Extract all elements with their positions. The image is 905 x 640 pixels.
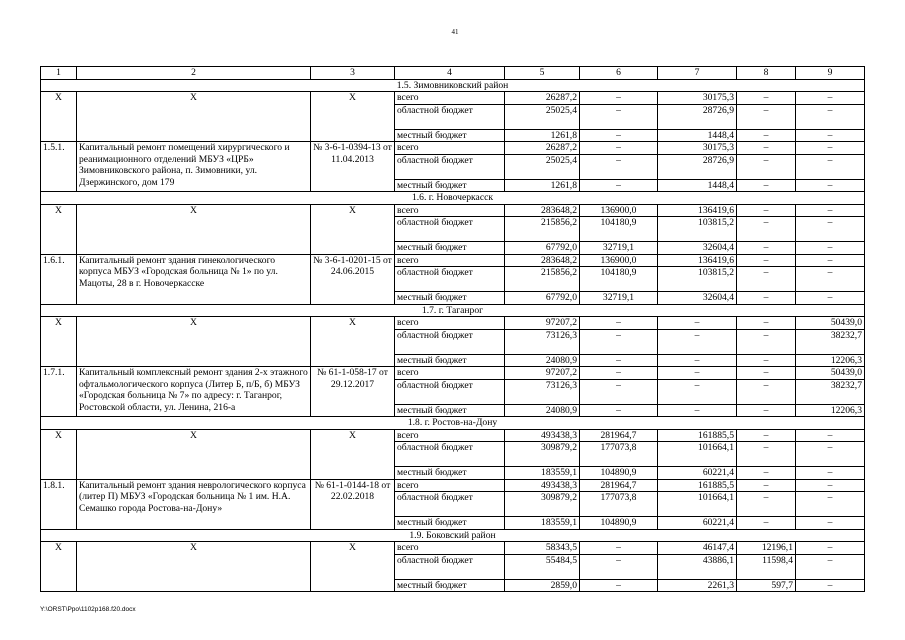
item-number: Х — [41, 317, 77, 367]
amount-cell-9: – — [796, 267, 865, 292]
column-number-header: 6 — [580, 67, 658, 80]
amount-cell-8: – — [737, 154, 796, 179]
item-name: Капитальный ремонт здания неврологического корпуса (литер П) МБУЗ «Городская больница № 1 им. Н.А. Семашко города Ростова-на-Дону» — [77, 479, 311, 529]
amount-cell-7: 43886,1 — [658, 554, 737, 579]
amount-cell-8: – — [737, 354, 796, 367]
amount-cell-8: – — [737, 242, 796, 255]
amount-cell-8: – — [737, 292, 796, 305]
amount-cell-9: – — [796, 217, 865, 242]
funding-source-label: всего — [395, 367, 505, 380]
amount-cell-7: 30175,3 — [658, 142, 737, 155]
amount-cell-8: – — [737, 379, 796, 404]
table-row — [41, 92, 865, 105]
amount-cell-6: – — [580, 367, 658, 380]
column-number-header: 4 — [395, 67, 505, 80]
amount-cell-9: – — [796, 517, 865, 530]
amount-cell-5: 1261,8 — [505, 129, 580, 142]
amount-cell-9: – — [796, 492, 865, 517]
amount-cell-5: 25025,4 — [505, 154, 580, 179]
amount-cell-6: 136900,0 — [580, 254, 658, 267]
amount-cell-6: – — [580, 142, 658, 155]
funding-source-label: местный бюджет — [395, 292, 505, 305]
amount-cell-8: – — [737, 129, 796, 142]
column-number-header: 8 — [737, 67, 796, 80]
amount-cell-8: – — [737, 179, 796, 192]
section-title: 1.8. г. Ростов-на-Дону — [41, 417, 865, 430]
funding-source-label: областной бюджет — [395, 492, 505, 517]
amount-cell-9: – — [796, 242, 865, 255]
column-number-header: 9 — [796, 67, 865, 80]
amount-cell-6: 104180,9 — [580, 267, 658, 292]
amount-cell-5: 26287,2 — [505, 142, 580, 155]
amount-cell-8: – — [737, 142, 796, 155]
table-row — [41, 367, 865, 380]
amount-cell-9: – — [796, 154, 865, 179]
amount-cell-5: 2859,0 — [505, 579, 580, 592]
amount-cell-8: – — [737, 329, 796, 354]
column-number-header: 2 — [77, 67, 311, 80]
funding-source-label: всего — [395, 254, 505, 267]
column-number-header: 5 — [505, 67, 580, 80]
amount-cell-5: 183559,1 — [505, 517, 580, 530]
amount-cell-7: – — [658, 317, 737, 330]
section-title-row — [41, 79, 865, 92]
amount-cell-8: – — [737, 517, 796, 530]
item-number: Х — [41, 204, 77, 254]
amount-cell-6: 281964,7 — [580, 479, 658, 492]
item-name: Х — [77, 542, 311, 592]
amount-cell-7: – — [658, 379, 737, 404]
amount-cell-5: 24080,9 — [505, 404, 580, 417]
funding-source-label: всего — [395, 479, 505, 492]
amount-cell-9: – — [796, 292, 865, 305]
amount-cell-9: – — [796, 479, 865, 492]
expertise-document: Х — [311, 542, 395, 592]
amount-cell-7: 101664,1 — [658, 492, 737, 517]
amount-cell-9: – — [796, 554, 865, 579]
amount-cell-9: 50439,0 — [796, 367, 865, 380]
funding-source-label: всего — [395, 542, 505, 555]
amount-cell-5: 24080,9 — [505, 354, 580, 367]
item-number: 1.8.1. — [41, 479, 77, 529]
amount-cell-5: 73126,3 — [505, 379, 580, 404]
item-name: Капитальный ремонт здания гинекологического корпуса МБУЗ «Городская больница № 1» по ул. Мацоты, 28 в г. Новочеркасске — [77, 254, 311, 304]
item-number: Х — [41, 542, 77, 592]
amount-cell-7: 30175,3 — [658, 92, 737, 105]
section-title: 1.9. Боковский район — [41, 529, 865, 542]
column-number-header: 7 — [658, 67, 737, 80]
amount-cell-7: 46147,4 — [658, 542, 737, 555]
expertise-document: Х — [311, 429, 395, 479]
funding-source-label: областной бюджет — [395, 442, 505, 467]
section-title-row — [41, 304, 865, 317]
amount-cell-7: 161885,5 — [658, 479, 737, 492]
amount-cell-8: – — [737, 467, 796, 480]
amount-cell-9: – — [796, 129, 865, 142]
amount-cell-7: – — [658, 404, 737, 417]
amount-cell-5: 283648,2 — [505, 254, 580, 267]
amount-cell-7: – — [658, 354, 737, 367]
amount-cell-7: 103815,2 — [658, 217, 737, 242]
amount-cell-8: – — [737, 317, 796, 330]
amount-cell-6: – — [580, 129, 658, 142]
funding-source-label: местный бюджет — [395, 467, 505, 480]
amount-cell-5: 309879,2 — [505, 442, 580, 467]
amount-cell-6: 136900,0 — [580, 204, 658, 217]
funding-source-label: местный бюджет — [395, 129, 505, 142]
expertise-document: Х — [311, 317, 395, 367]
funding-source-label: областной бюджет — [395, 554, 505, 579]
funding-source-label: местный бюджет — [395, 354, 505, 367]
amount-cell-7: 1448,4 — [658, 129, 737, 142]
amount-cell-7: 103815,2 — [658, 267, 737, 292]
amount-cell-5: 25025,4 — [505, 104, 580, 129]
item-name: Х — [77, 429, 311, 479]
amount-cell-6: – — [580, 554, 658, 579]
section-title-row — [41, 417, 865, 430]
column-number-header: 3 — [311, 67, 395, 80]
funding-source-label: местный бюджет — [395, 579, 505, 592]
table-row — [41, 317, 865, 330]
amount-cell-9: – — [796, 254, 865, 267]
amount-cell-6: 32719,1 — [580, 242, 658, 255]
amount-cell-5: 1261,8 — [505, 179, 580, 192]
item-name: Х — [77, 92, 311, 142]
amount-cell-9: 12206,3 — [796, 354, 865, 367]
amount-cell-8: – — [737, 429, 796, 442]
expertise-document: Х — [311, 92, 395, 142]
amount-cell-9: – — [796, 429, 865, 442]
funding-source-label: местный бюджет — [395, 242, 505, 255]
amount-cell-6: 177073,8 — [580, 492, 658, 517]
funding-source-label: всего — [395, 429, 505, 442]
section-title: 1.7. г. Таганрог — [41, 304, 865, 317]
amount-cell-5: 58343,5 — [505, 542, 580, 555]
amount-cell-5: 97207,2 — [505, 317, 580, 330]
amount-cell-5: 97207,2 — [505, 367, 580, 380]
amount-cell-8: 12196,1 — [737, 542, 796, 555]
section-title-row — [41, 529, 865, 542]
amount-cell-6: – — [580, 329, 658, 354]
amount-cell-9: – — [796, 579, 865, 592]
amount-cell-5: 67792,0 — [505, 292, 580, 305]
expertise-document: № 61-1-058-17 от 29.12.2017 — [311, 367, 395, 417]
expertise-document: № 61-1-0144-18 от 22.02.2018 — [311, 479, 395, 529]
amount-cell-7: 161885,5 — [658, 429, 737, 442]
item-number: Х — [41, 429, 77, 479]
page-number: 41 — [451, 28, 459, 36]
funding-source-label: всего — [395, 92, 505, 105]
amount-cell-9: 38232,7 — [796, 329, 865, 354]
amount-cell-5: 55484,5 — [505, 554, 580, 579]
amount-cell-7: 32604,4 — [658, 292, 737, 305]
amount-cell-5: 493438,3 — [505, 429, 580, 442]
amount-cell-6: 104890,9 — [580, 517, 658, 530]
amount-cell-5: 26287,2 — [505, 92, 580, 105]
amount-cell-6: 104180,9 — [580, 217, 658, 242]
amount-cell-9: 38232,7 — [796, 379, 865, 404]
amount-cell-6: – — [580, 379, 658, 404]
amount-cell-7: 60221,4 — [658, 517, 737, 530]
amount-cell-6: 177073,8 — [580, 442, 658, 467]
table-row — [41, 142, 865, 155]
funding-source-label: областной бюджет — [395, 267, 505, 292]
amount-cell-5: 309879,2 — [505, 492, 580, 517]
amount-cell-6: – — [580, 104, 658, 129]
expertise-document: № 3-6-1-0394-13 от 11.04.2013 — [311, 142, 395, 192]
table-row — [41, 542, 865, 555]
item-number: 1.5.1. — [41, 142, 77, 192]
funding-source-label: областной бюджет — [395, 104, 505, 129]
amount-cell-6: – — [580, 92, 658, 105]
amount-cell-7: 2261,3 — [658, 579, 737, 592]
amount-cell-8: – — [737, 404, 796, 417]
funding-source-label: областной бюджет — [395, 329, 505, 354]
amount-cell-9: – — [796, 467, 865, 480]
amount-cell-5: 183559,1 — [505, 467, 580, 480]
item-number: Х — [41, 92, 77, 142]
amount-cell-9: – — [796, 542, 865, 555]
expertise-document: Х — [311, 204, 395, 254]
amount-cell-9: 50439,0 — [796, 317, 865, 330]
amount-cell-7: – — [658, 329, 737, 354]
amount-cell-8: 597,7 — [737, 579, 796, 592]
amount-cell-5: 215856,2 — [505, 267, 580, 292]
funding-source-label: местный бюджет — [395, 517, 505, 530]
amount-cell-5: 73126,3 — [505, 329, 580, 354]
amount-cell-7: 60221,4 — [658, 467, 737, 480]
amount-cell-8: – — [737, 92, 796, 105]
funding-source-label: областной бюджет — [395, 154, 505, 179]
amount-cell-6: – — [580, 317, 658, 330]
funding-source-label: всего — [395, 142, 505, 155]
amount-cell-6: 104890,9 — [580, 467, 658, 480]
table-row — [41, 204, 865, 217]
amount-cell-9: – — [796, 204, 865, 217]
amount-cell-5: 493438,3 — [505, 479, 580, 492]
amount-cell-9: – — [796, 442, 865, 467]
column-number-header: 1 — [41, 67, 77, 80]
amount-cell-8: – — [737, 104, 796, 129]
amount-cell-5: 215856,2 — [505, 217, 580, 242]
amount-cell-7: 101664,1 — [658, 442, 737, 467]
amount-cell-8: – — [737, 442, 796, 467]
funding-source-label: местный бюджет — [395, 179, 505, 192]
table-row — [41, 479, 865, 492]
amount-cell-7: – — [658, 367, 737, 380]
amount-cell-6: – — [580, 354, 658, 367]
amount-cell-9: – — [796, 142, 865, 155]
section-title-row — [41, 192, 865, 205]
funding-source-label: всего — [395, 317, 505, 330]
section-title: 1.5. Зимовниковский район — [41, 79, 865, 92]
amount-cell-8: – — [737, 267, 796, 292]
section-title: 1.6. г. Новочеркасск — [41, 192, 865, 205]
amount-cell-6: – — [580, 579, 658, 592]
expertise-document: № 3-6-1-0201-15 от 24.06.2015 — [311, 254, 395, 304]
budget-table — [40, 66, 865, 592]
header-row — [41, 67, 865, 80]
item-number: 1.6.1. — [41, 254, 77, 304]
amount-cell-8: 11598,4 — [737, 554, 796, 579]
amount-cell-7: 28726,9 — [658, 104, 737, 129]
funding-source-label: областной бюджет — [395, 379, 505, 404]
amount-cell-8: – — [737, 217, 796, 242]
amount-cell-6: – — [580, 154, 658, 179]
item-name: Капитальный комплексный ремонт здания 2-х этажного офтальмологического корпуса (Литер Б, п/Б, б) МБУЗ «Городская больница № 7» по адресу: г. Таганрог, Ростовской области, ул. Ленина, 216-а — [77, 367, 311, 417]
amount-cell-5: 67792,0 — [505, 242, 580, 255]
amount-cell-6: – — [580, 542, 658, 555]
amount-cell-9: – — [796, 92, 865, 105]
amount-cell-9: – — [796, 179, 865, 192]
funding-source-label: всего — [395, 204, 505, 217]
funding-source-label: областной бюджет — [395, 217, 505, 242]
amount-cell-8: – — [737, 367, 796, 380]
amount-cell-7: 1448,4 — [658, 179, 737, 192]
amount-cell-8: – — [737, 204, 796, 217]
item-number: 1.7.1. — [41, 367, 77, 417]
item-name: Х — [77, 204, 311, 254]
item-name: Капитальный ремонт помещений хирургического и реанимационного отделений МБУЗ «ЦРБ» Зимовниковского района, п. Зимовники, ул. Дзержинского, дом 179 — [77, 142, 311, 192]
amount-cell-6: 32719,1 — [580, 292, 658, 305]
amount-cell-6: 281964,7 — [580, 429, 658, 442]
amount-cell-7: 136419,6 — [658, 204, 737, 217]
amount-cell-6: – — [580, 404, 658, 417]
amount-cell-8: – — [737, 479, 796, 492]
amount-cell-9: – — [796, 104, 865, 129]
amount-cell-8: – — [737, 254, 796, 267]
amount-cell-8: – — [737, 492, 796, 517]
amount-cell-7: 136419,6 — [658, 254, 737, 267]
table-row — [41, 429, 865, 442]
funding-source-label: местный бюджет — [395, 404, 505, 417]
item-name: Х — [77, 317, 311, 367]
amount-cell-5: 283648,2 — [505, 204, 580, 217]
amount-cell-6: – — [580, 179, 658, 192]
amount-cell-7: 28726,9 — [658, 154, 737, 179]
table-row — [41, 254, 865, 267]
footer-file-path: Y:\ORST\Ppo\1102p168.f20.docx — [40, 606, 136, 613]
amount-cell-7: 32604,4 — [658, 242, 737, 255]
amount-cell-9: 12206,3 — [796, 404, 865, 417]
